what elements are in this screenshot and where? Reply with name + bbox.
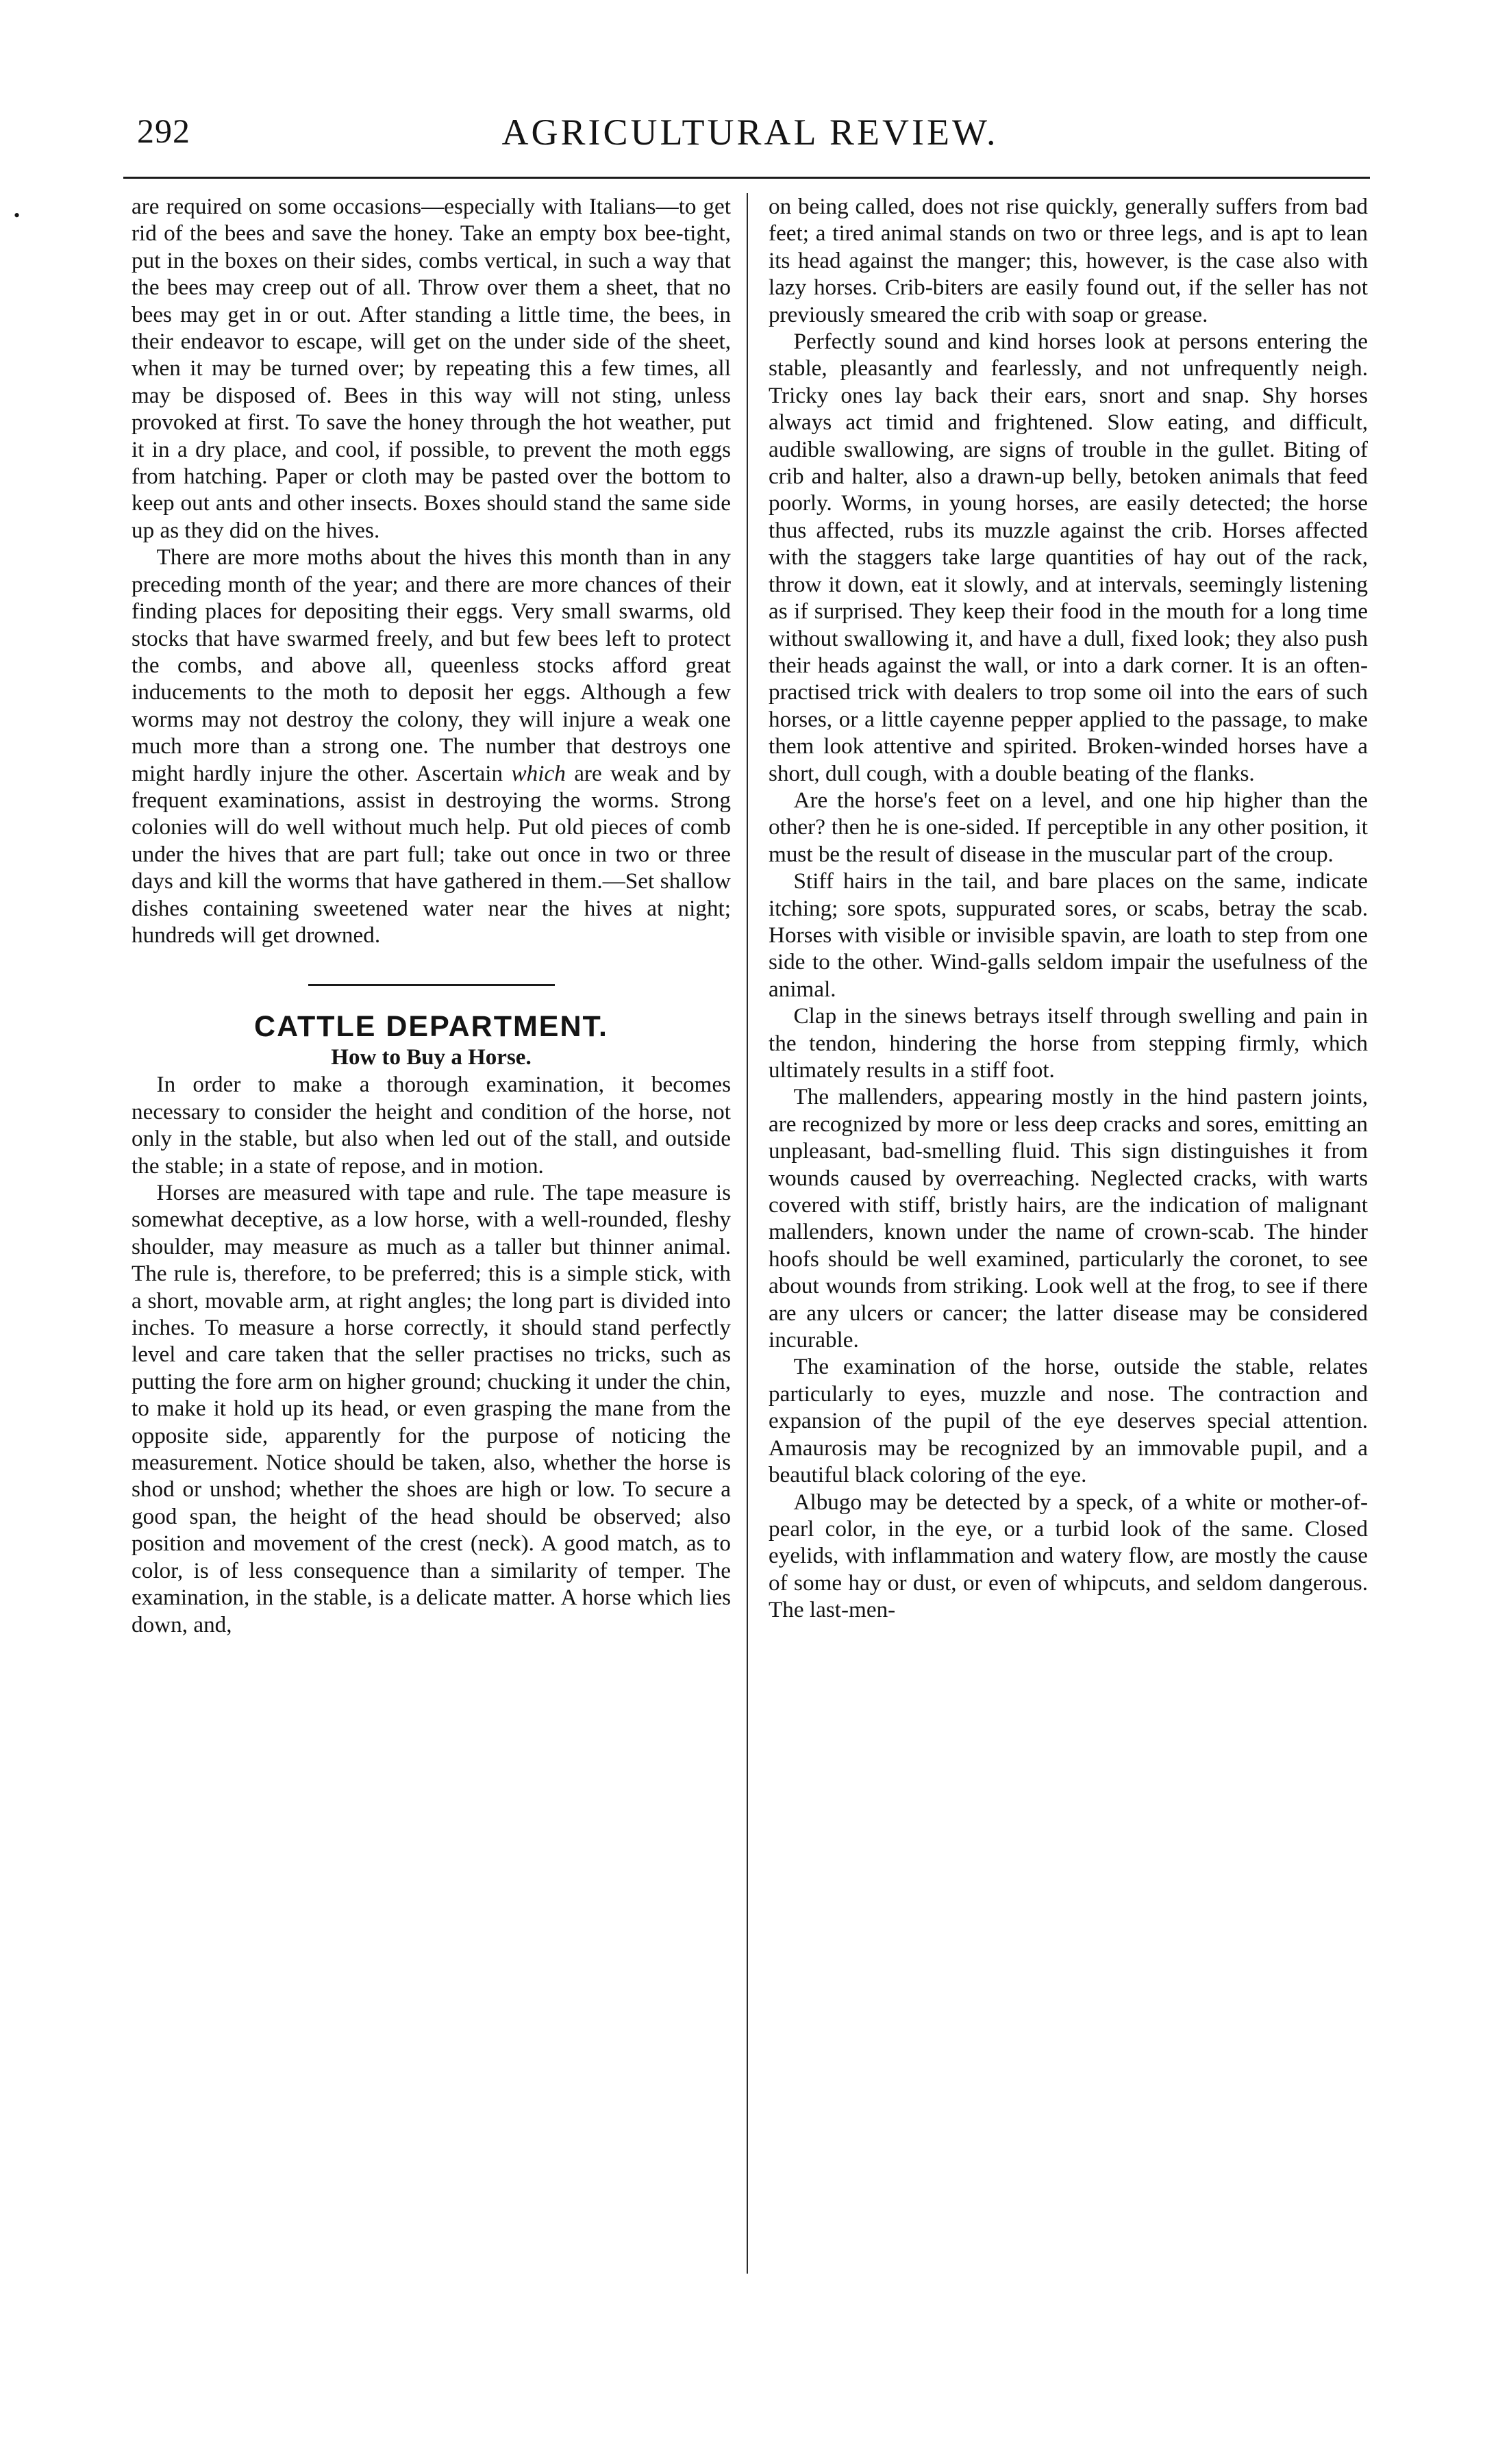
article-paragraph: Clap in the sinews betrays itself through swelling and pain in the tendon, hindering the horse from stepping firmly, which ultimately results in a stiff foot. [769,1003,1368,1083]
section-heading: CATTLE DEPARTMENT. [254,1010,608,1044]
moths-text-2: are weak and by frequent examinations, assist in destroying the worms. Strong colonies will do well without much help. Put old pieces of comb under the hives that are part full; take out once in two or three days and kill the worms that have gathered in them.—Set shallow dishes containing sweetened water near the hives at night; hundreds will get drowned. [132,760,731,948]
article-paragraph: Perfectly sound and kind horses look at persons entering the stable, pleasantly and fearlessly, and not unfrequently neigh. Tricky ones lay back their ears, snort and snap. Shy horses always act timid and frightened. Slow eating, and difficult, audible swallowing, are signs of trouble in the gullet. Biting of crib and halter, also a drawn-up belly, betoken animals that feed poorly. Worms, in young horses, are easily detected; the horse thus affected, rubs its muzzle against the crib. Horses affected with the staggers take large quantities of hay out of the rack, throw it down, eat it slowly, and at intervals, seemingly listening as if surprised. They keep their food in the mouth for a long time without swallowing it, and have a dull, fixed look; they also push their heads against the wall, or into a dark corner. It is an often-practised trick with dealers to trop some oil into the ears of such horses, or a little cayenne pepper applied to the passage, to make them look attentive and spirited. Broken-winded horses have a short, dull cough, with a double beating of the flanks. [769,329,1368,786]
article-paragraph: The examination of the horse, outside the stable, relates particularly to eyes, muzzle and nose. The contraction and expansion of the pupil of the eye deserves special attention. Amaurosis may be recognized by an immovable pupil, and a beautiful black coloring of the eye. [769,1354,1368,1488]
margin-mark: • [14,205,21,225]
moths-text-1: There are more moths about the hives this month than in any preceding month of the year; and there are more chances of their finding places for depositing their eggs. Very small swarms, old stocks that have swarmed freely, and but few bees left to protect the combs, and above all, queenless stocks afford great inducements to the moth to deposit her eggs. Although a few worms may not destroy the colony, they will injure a weak one much more than a strong one. The number that destroys one might hardly injure the other. Ascertain [132,544,731,786]
article-paragraph: Stiff hairs in the tail, and bare places on the same, indicate itching; sore spots, suppurated sores, or scabs, betray the scab. Horses with visible or invisible spavin, are loath to step from one side to the other. Wind-galls seldom impair the usefulness of the animal. [769,868,1368,1002]
continuation-paragraph: on being called, does not rise quickly, generally suffers from bad feet; a tired animal stands on two or three legs, and is apt to lean its head against the manger; this, however, is the case also with lazy horses. Crib-biters are easily found out, if the seller has not previously smeared the crib with soap or grease. [769,194,1368,327]
header-rule [123,177,1370,179]
article-paragraph: Albugo may be detected by a speck, of a white or mother-of-pearl color, in the eye, or a turbid look of the same. Closed eyelids, with inflammation and watery flow, are mostly the cause of some hay or dust, or even of whipcuts, and seldom dangerous. The last-men- [769,1489,1368,1623]
left-column [132,193,731,1638]
running-title: AGRICULTURAL REVIEW. [501,112,999,153]
article-paragraph: Are the horse's feet on a level, and one hip higher than the other? then he is one-sided. If perceptible in any other position, it must be the result of disease in the muscular part of the croup. [769,787,1368,867]
moths-emphasis: which [511,760,566,786]
bees-paragraph: are required on some occasions—especially with Italians—to get rid of the bees and save the honey. Take an empty box bee-tight, put in the boxes on their sides, combs vertical, in such a way that the bees may creep out of all. Throw over them a sheet, that no bees may get in or out. After standing a little time, the bees, in their endeavor to escape, will get on the under side of the sheet, when it may be turned over; by repeating this a few times, all may be disposed of. Bees in this way will not sting, unless provoked at first. To save the honey through the hot weather, put it in a dry place, and cool, if possible, to prevent the moth eggs from hatching. Paper or cloth may be pasted over the bottom to keep out ants and other insects. Boxes should stand the same side up as they did on the hives. [132,194,731,543]
article-title: How to Buy a Horse. [331,1045,532,1070]
section-divider [308,984,555,986]
column-divider [747,193,748,2274]
article-paragraph: The mallenders, appearing mostly in the hind pastern joints, are recognized by more or less deep cracks and sores, emitting an unpleasant, bad-smelling fluid. This sign distinguishes it from wounds caused by overreaching. Neglected cracks, with warts covered with stiff, bristly hairs, are the indication of malignant mallenders, known under the name of crown-scab. The hinder hoofs should be well examined, particularly the coronet, to see about wounds from striking. Look well at the frog, to see if there are any ulcers or cancer; the latter disease may be considered incurable. [769,1084,1368,1353]
article-paragraph: Horses are measured with tape and rule. The tape measure is somewhat deceptive, as a low horse, with a well-rounded, fleshy shoulder, may measure as much as a taller but thinner animal. The rule is, therefore, to be preferred; this is a simple stick, with a short, movable arm, at right angles; the long part is divided into inches. To measure a horse correctly, it should stand perfectly level and care taken that the seller practises no tricks, such as putting the fore arm on higher ground; chucking it under the chin, to make it hold up its head, or even grasping the mane from the opposite side, apparently for the purpose of noticing the measurement. Notice should be taken, also, whether the horse is shod or unshod; whether the shoes are high or low. To secure a good span, the height of the head should be observed; also position and movement of the crest (neck). A good match, as to color, is of less consequence than a similarity of temper. The examination, in the stable, is a delicate matter. A horse which lies down, and, [132,1180,731,1637]
article-paragraph: In order to make a thorough examination, it becomes necessary to consider the height and condition of the horse, not only in the stable, but also when led out of the stall, and outside the stable; in a state of repose, and in motion. [132,1072,731,1179]
moths-paragraph [132,544,731,948]
right-column [769,193,1368,1624]
page-number: 292 [137,112,190,150]
page-header [123,103,1377,171]
